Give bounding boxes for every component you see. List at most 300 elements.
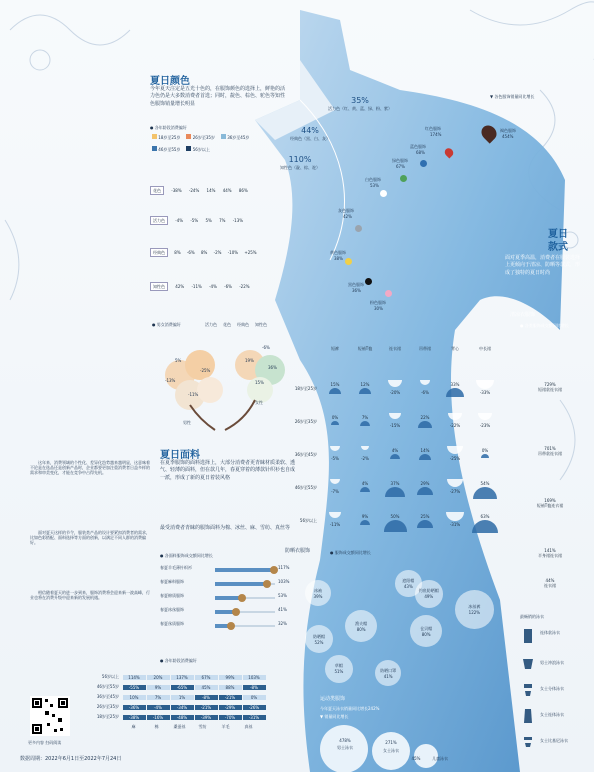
style-row-dome <box>420 380 430 385</box>
uv-bubble-name: 仓贝帽 <box>420 625 433 631</box>
fabric-table <box>90 672 290 729</box>
uv-bubble-pct: 80% <box>356 626 366 632</box>
style-row-cell <box>410 479 440 497</box>
style-row-value: 22% <box>420 415 430 420</box>
style-row-value: -11% <box>329 522 341 527</box>
fabric-bar-fill <box>215 568 274 572</box>
style-row-value: -25% <box>449 456 461 461</box>
color-point-black <box>365 278 372 285</box>
age-legend <box>152 134 272 152</box>
style-row-dome <box>417 520 433 528</box>
fabric-table-row <box>90 682 290 692</box>
fabric-bar-name: 春夏冰丝服饰 <box>160 607 184 612</box>
fabric-table-cell: 99% <box>219 675 242 680</box>
style-row-cell <box>350 413 380 431</box>
fabric-table-age: 26岁至35岁 <box>96 704 119 709</box>
uv-bubble-name: 遮阳帽 <box>402 577 415 583</box>
style-row-cell <box>320 512 350 530</box>
style-row-dome <box>446 388 464 397</box>
style-row-value: -31% <box>449 522 461 527</box>
side-item-1: 729% 短裙款连衣裙 <box>538 382 562 392</box>
pie-legend-item: 活力色 <box>205 322 217 327</box>
style-row-dome <box>385 487 404 497</box>
fabric-bar-row <box>160 579 295 591</box>
fabric-bar-knob <box>232 608 240 616</box>
style-row-value: 12% <box>360 382 370 387</box>
red-pct: 174% <box>430 132 442 137</box>
black-pct: 36% <box>352 288 361 293</box>
uv-bubble-pct: 49% <box>424 594 434 600</box>
fabric-table-cell: 20% <box>147 675 170 680</box>
style-row-value: -2% <box>361 456 369 461</box>
fabric-table-header: 麻 棉 桑蚕丝 雪纺 羊毛 真丝 <box>131 724 253 729</box>
fabric-table-cell: 45% <box>195 685 218 690</box>
style-row-value: -27% <box>449 489 461 494</box>
style-row-cell <box>410 413 440 431</box>
sport-name-women: 女士泳衣 <box>383 748 399 753</box>
pie-legend <box>205 322 267 327</box>
fabric-table-age: 36岁至45岁 <box>96 694 119 699</box>
fabric-table-cell: -65% <box>171 685 194 690</box>
fabric-fav: 最受消费者青睐的服饰面料为棉、冰丝、麻、雪纺、真丝等 <box>160 525 291 531</box>
uv-bubble-name: 防晒帽 <box>313 633 325 639</box>
style-row-cell <box>410 380 440 398</box>
style-title-1: 夏日 <box>548 229 568 240</box>
intellectual-label: 知性色（靛、棕、驼） <box>280 165 320 170</box>
fabric-table-cell: 114% <box>123 675 146 680</box>
color-point-green <box>400 175 407 182</box>
female-cotton <box>225 350 285 430</box>
fabric-table-cell: -31% <box>243 715 266 720</box>
swim-legend-1: 连体款泳衣 <box>540 630 560 635</box>
red-label: 红色服饰 <box>425 126 441 131</box>
style-row-value: 25% <box>420 514 430 519</box>
age-legend-title: ● 各年龄段消费偏好 <box>150 125 187 130</box>
fabric-table-cell: 7% <box>147 695 170 700</box>
fabric-table-cell: -70% <box>219 715 242 720</box>
style-row-age: 36岁至45岁 <box>294 452 317 457</box>
style-row <box>290 380 500 398</box>
female-val-1: 19% <box>245 358 254 363</box>
fabric-bar-name: 春夏羊毛薄针织衫 <box>160 565 192 570</box>
style-row-cell <box>440 479 470 497</box>
style-row-cell <box>470 413 500 431</box>
swim-legend-4: 女士连体泳衣 <box>540 712 564 717</box>
style-row-value: 29% <box>420 481 430 486</box>
style-intro: 面对夏季高温，消费者在服装选择上更倾向于清凉、防晒等款式，形成了独特的夏日时尚 <box>505 255 581 276</box>
cool-title: 清凉衣服饰 <box>510 312 536 318</box>
row-floral: 花色 -38% -24% 14% 44% 86% <box>150 188 248 194</box>
style-row-dome <box>389 413 402 419</box>
vivid-pct: 35% <box>351 96 369 105</box>
uv-bubble-name: 草帽 <box>334 663 343 669</box>
fabric-table-age: 56岁以上 <box>101 674 119 679</box>
swimsuit-icon-3 <box>522 682 534 701</box>
fabric-bar-name: 春夏丝质服饰 <box>160 621 184 626</box>
white-pct: 53% <box>370 183 379 188</box>
style-row-cell <box>320 380 350 398</box>
row-classic: 经典色 8% -6% 8% -2% -10% +25% <box>150 250 257 256</box>
pie-title: ● 男女消费偏好 <box>152 322 181 327</box>
style-row-cell <box>350 512 380 530</box>
qr-code[interactable] <box>30 696 70 736</box>
uv-bubble-pct: 122% <box>468 609 481 615</box>
yellow-label: 黄色服饰 <box>330 250 346 255</box>
fabric-bars <box>160 565 295 640</box>
pie-legend-item: 经典色 <box>237 322 249 327</box>
fabric-bar-row <box>160 565 295 577</box>
age-legend-item: 56岁以上 <box>186 146 209 152</box>
swim-legend-2: 男士冲浪泳衣 <box>540 660 564 665</box>
green-label: 绿色服饰 <box>392 158 408 163</box>
uv-bubble <box>305 580 331 606</box>
style-row <box>290 413 500 431</box>
uv-bubble <box>325 655 353 683</box>
fabric-table-cell: -16% <box>147 715 170 720</box>
male-cotton <box>165 350 223 430</box>
black-label: 黑色服饰 <box>348 282 364 287</box>
fabric-table-cell: -39% <box>195 715 218 720</box>
fabric-bar-pct: 41% <box>278 607 287 612</box>
style-row-value: 7% <box>361 415 369 420</box>
style-table <box>290 346 510 351</box>
uv-bubble-pct: 41% <box>383 673 393 679</box>
style-row-age: 56岁以上 <box>299 518 317 523</box>
style-row-cell <box>470 512 500 530</box>
fabric-table-cell: -4% <box>147 705 170 710</box>
style-row-dome <box>476 380 494 389</box>
sport-subtitle: 今年夏天泳衣销量同比增长242% <box>320 706 380 711</box>
style-row-dome <box>359 388 371 394</box>
uv-bubble-pct: 43% <box>403 583 413 589</box>
style-row <box>290 512 500 530</box>
male-val-4: -11% <box>188 392 199 397</box>
article-p3: 相信随着夏天的进一步到来，服饰消费将会迎来新一波高峰，行业也将在消费升级中迎来新的发展机遇。 <box>30 590 150 601</box>
style-table-header: 短裤 短袖T恤 连衣裙 吊带裙 背心 中长裙 <box>331 346 491 351</box>
style-row-dome <box>331 421 339 425</box>
fabric-bar-pct: 53% <box>278 593 287 598</box>
style-title-2: 款式 <box>548 242 568 253</box>
style-row-dome <box>418 421 433 428</box>
fabric-table-cell: -36% <box>123 705 146 710</box>
style-row-value: -23% <box>479 423 491 428</box>
style-row-value: -7% <box>331 489 339 494</box>
style-row-value: 4% <box>361 481 369 486</box>
classic-pct: 44% <box>301 126 319 135</box>
style-row-dome <box>417 487 434 495</box>
fabric-table-cell: 0% <box>243 695 266 700</box>
style-row-dome <box>473 487 497 499</box>
sport-note: ▼ 销量同比增长 <box>320 714 349 719</box>
fabric-table-cell: -48% <box>171 715 194 720</box>
style-row-cell <box>440 413 470 431</box>
style-row-value: 0% <box>481 448 489 453</box>
female-val-4: 15% <box>255 380 264 385</box>
fabric-table-cell: -34% <box>171 705 194 710</box>
style-row-cell <box>320 479 350 497</box>
uv-bubble-name: 冰丝裤 <box>468 603 481 609</box>
uv-bubble-pct: 51% <box>334 669 344 675</box>
swim-legend-3: 女士分体泳衣 <box>540 686 564 691</box>
style-row-value: 54% <box>480 481 490 486</box>
style-row-cell <box>470 446 500 464</box>
fabric-bar-row <box>160 621 295 633</box>
style-row-value: 37% <box>390 481 400 486</box>
style-row-dome <box>419 454 431 460</box>
sport-name-kids: 儿童泳衣 <box>432 756 448 761</box>
colors-intro: 今年夏天注定是五光十色的，在服饰颜色的选择上，鲜艳的活力色仍是大多数消费者首选；同时，靛色、棕色、驼色等知性色服饰销量增长明显 <box>150 86 286 107</box>
swimsuit-icon-5 <box>522 734 534 753</box>
age-legend-item: 46岁至55岁 <box>152 146 180 152</box>
style-row-dome <box>390 454 399 459</box>
style-row-cell <box>380 413 410 431</box>
row-intellectual: 知性色 42% -11% -4% -6% -22% <box>150 284 250 290</box>
style-row-value: -33% <box>479 390 491 395</box>
color-points-note: ▼ 各色服饰销量同比增长 <box>490 94 535 99</box>
age-legend-item: 18岁至25岁 <box>152 134 180 140</box>
fabric-bar-knob <box>238 594 246 602</box>
color-point-white <box>380 190 387 197</box>
style-row-value: 63% <box>480 514 490 519</box>
fabric-table-row <box>90 672 290 682</box>
style-row-dome <box>388 380 402 387</box>
style-row-cell <box>470 380 500 398</box>
fabric-table-cell: -38% <box>123 715 146 720</box>
style-row-dome <box>329 512 340 518</box>
style-row <box>290 479 500 497</box>
female-val-3: 36% <box>268 365 277 370</box>
intellectual-pct: 110% <box>288 155 312 164</box>
uv-bubble-name: 防晒口罩 <box>380 667 397 673</box>
side-item-2: 701% 吊带款连衣裙 <box>538 446 562 456</box>
style-row-cell <box>410 512 440 530</box>
fabric-bar-row <box>160 607 295 619</box>
classic-label: 经典色（黑、白、灰） <box>290 136 330 141</box>
style-row-cell <box>350 446 380 464</box>
fabric-table-cell: -26% <box>243 705 266 710</box>
swimsuit-icon-2 <box>522 656 534 675</box>
fabric-table-cell: 103% <box>243 675 266 680</box>
style-row <box>290 446 500 464</box>
uv-bubble <box>345 610 377 642</box>
age-legend-item: 36岁至45岁 <box>221 134 249 140</box>
gray-pct: 42% <box>343 214 352 219</box>
style-row-cell <box>380 446 410 464</box>
female-val-2: -6% <box>262 345 270 350</box>
article-p1: 这年来，消费领域的个性化、差异化趋势越来越明显，这意味着不论是在选品还是创新产品时，企业都要更加注重消费者日益多样的需求和审美变化，才能在竞争中占得先机。 <box>30 460 150 476</box>
style-row-cell <box>380 512 410 530</box>
uv-bubble-pct: 52% <box>314 639 324 645</box>
style-row-cell <box>440 380 470 398</box>
fabric-table-cell: 9% <box>147 685 170 690</box>
uv-subtitle: ● 服饰成交额同比增长 <box>330 550 371 555</box>
style-row-age: 18岁至25岁 <box>294 386 317 391</box>
style-row-dome <box>472 520 498 533</box>
style-row-value: 14% <box>420 448 430 453</box>
color-point-blue <box>420 160 427 167</box>
color-point-pink <box>385 290 392 297</box>
gray-label: 灰色服饰 <box>338 208 354 213</box>
style-row-dome <box>330 479 340 484</box>
style-row-cell <box>410 446 440 464</box>
fabric-bar-title: ● 各面料服饰成交额同比增长 <box>160 553 213 558</box>
style-row-value: -20% <box>389 390 401 395</box>
swim-legend-5: 女士比基尼泳衣 <box>540 738 568 743</box>
uv-bubble-name: 钓鱼防晒帽 <box>418 588 439 594</box>
vivid-label: 活力色（红、黄、蓝、绿、粉、紫） <box>328 106 392 111</box>
color-point-yellow <box>345 258 352 265</box>
style-row-dome <box>481 454 489 458</box>
uv-bubble-name: 渔夫帽 <box>355 620 368 626</box>
style-row-dome <box>384 520 407 532</box>
fabric-table-cell: 67% <box>195 675 218 680</box>
style-row-value: 9% <box>361 514 369 519</box>
style-row-value: 0% <box>331 415 339 420</box>
pie-legend-item: 花色 <box>223 322 231 327</box>
article-p2: 面对夏天这样的节令，服装类产品的设计要紧扣消费者的需求，比如色彩搭配、面料选择等方面的创新，以满足不同人群的消费偏好。 <box>30 530 150 546</box>
style-row-dome <box>447 446 463 454</box>
style-row-value: 50% <box>390 514 400 519</box>
male-label: 男性 <box>183 420 191 425</box>
fabric-bar-row <box>160 593 295 605</box>
uv-bubble-pct: 39% <box>313 593 323 599</box>
color-point-red <box>445 148 453 157</box>
style-row-cell <box>350 479 380 497</box>
style-row-value: 4% <box>391 448 399 453</box>
style-row-dome <box>329 388 342 394</box>
style-row-dome <box>447 479 463 487</box>
fabric-bar-knob <box>263 580 271 588</box>
style-row-dome <box>448 413 463 420</box>
style-row-cell <box>470 479 500 497</box>
style-row-dome <box>330 446 340 451</box>
sport-pct-women: 271% <box>385 740 397 745</box>
yellow-pct: 38% <box>334 256 343 261</box>
qr-code-icon <box>30 696 70 736</box>
pink-pct: 30% <box>374 306 383 311</box>
side-item-5: 44% 连衣裙 <box>544 578 556 588</box>
uv-bubble-name: 冰袖 <box>314 587 322 593</box>
male-val-1: 5% <box>175 358 182 363</box>
fabric-table-title: ● 各年龄段消费偏好 <box>160 658 197 663</box>
swimsuit-icon-1 <box>522 628 534 647</box>
colors-title: 夏日颜色 <box>150 76 190 87</box>
style-row-dome <box>360 520 371 525</box>
style-row-value: -5% <box>331 456 339 461</box>
sport-title: 运动类服饰 <box>320 696 346 702</box>
uv-bubble <box>415 580 443 608</box>
style-row-cell <box>320 413 350 431</box>
style-row-value: -6% <box>421 390 429 395</box>
fabric-bar-knob <box>227 622 235 630</box>
fabric-table-cell: 137% <box>171 675 194 680</box>
pie-legend-item: 知性色 <box>255 322 267 327</box>
fabric-table-cell: -29% <box>219 705 242 710</box>
fabric-table-cell: -55% <box>123 685 146 690</box>
qr-caption: 更多内容 扫码阅读 <box>28 740 62 745</box>
style-row-cell <box>380 380 410 398</box>
male-val-3: -13% <box>165 378 176 383</box>
pink-label: 粉色服饰 <box>370 300 386 305</box>
fabric-table-age: 18岁至25岁 <box>96 714 119 719</box>
green-pct: 67% <box>396 164 405 169</box>
fabric-bar-fill <box>215 582 267 586</box>
swimsuit-icon-4 <box>522 708 534 727</box>
style-row-dome <box>361 446 370 450</box>
fabric-table-cell: -8% <box>243 685 266 690</box>
uv-bubble <box>375 660 401 686</box>
fabric-intro: 在夏季服饰的面料选择上，大部分消费者更青睐材质柔软、透气、轻薄的面料，但在款几年，春夏穿着的薄款针织衫也自成一派，形成了新的夏日着装风格 <box>160 460 296 481</box>
sport-pct-kids: 45% <box>411 756 421 761</box>
side-item-3: 169% 短袖T恤连衣裙 <box>536 498 564 508</box>
style-row-value: -22% <box>449 423 461 428</box>
white-label: 白色服饰 <box>365 177 381 182</box>
female-label: 女性 <box>255 400 263 405</box>
style-row-dome <box>446 512 463 521</box>
sport-name-men: 男士泳衣 <box>337 745 353 750</box>
fabric-table-cell: 10% <box>123 695 146 700</box>
fabric-table-row <box>90 692 290 702</box>
fabric-table-cell: 1% <box>171 695 194 700</box>
fabric-table-row <box>90 702 290 712</box>
male-val-2: -25% <box>200 368 211 373</box>
style-row-value: 33% <box>450 382 460 387</box>
fabric-bar-pct: 103% <box>278 579 290 584</box>
style-row-cell <box>350 380 380 398</box>
sport-pct-men: 478% <box>339 738 351 743</box>
cool-subtitle: ● 各类服饰成交额同比增长 <box>520 323 569 328</box>
uv-bubbles <box>285 560 505 700</box>
fabric-table-cell: -21% <box>195 705 218 710</box>
uv-bubble-pct: 80% <box>421 631 431 637</box>
swim-legend-title: 最畅销的泳衣 <box>520 614 544 619</box>
fabric-bar-name: 春夏麻料服饰 <box>160 579 184 584</box>
fabric-bar-pct: 32% <box>278 621 287 626</box>
age-color-chart <box>150 180 285 310</box>
fabric-table-cell: -21% <box>219 695 242 700</box>
fabric-bar-name: 春夏棉质服饰 <box>160 593 184 598</box>
brown-label: 褐色服饰 <box>500 128 516 133</box>
color-point-gray <box>355 225 362 232</box>
brown-pct: 454% <box>502 134 514 139</box>
style-row-value: -15% <box>389 423 401 428</box>
fabric-table-row <box>90 712 290 722</box>
style-row-age: 46岁至55岁 <box>294 485 317 490</box>
style-row-cell <box>440 512 470 530</box>
fabric-title: 夏日面料 <box>160 450 200 461</box>
uv-title: 防晒衣服饰 <box>285 548 311 554</box>
side-item-4: 141% 半身裙连衣裙 <box>538 548 562 558</box>
style-row-dome <box>360 487 369 492</box>
fabric-table-cell: -8% <box>195 695 218 700</box>
blue-label: 蓝色服饰 <box>410 144 426 149</box>
footer-source: 数据周期：2022年6月1日至2022年7月24日 <box>20 756 122 762</box>
uv-bubble <box>410 615 442 647</box>
row-vivid: 活力色 -4% -5% 5% 7% -13% <box>150 218 243 224</box>
style-row-cell <box>440 446 470 464</box>
style-row-cell <box>380 479 410 497</box>
fabric-bar-pct: 117% <box>278 565 290 570</box>
style-row-value: 15% <box>330 382 340 387</box>
style-row-age: 26岁至35岁 <box>294 419 317 424</box>
color-point-brown <box>482 125 496 141</box>
fabric-table-age: 46岁至55岁 <box>96 684 119 689</box>
style-row-cell <box>320 446 350 464</box>
fabric-table-cell: 88% <box>219 685 242 690</box>
blue-pct: 68% <box>416 150 425 155</box>
uv-bubble <box>305 625 333 653</box>
age-legend-item: 26岁至35岁 <box>186 134 214 140</box>
